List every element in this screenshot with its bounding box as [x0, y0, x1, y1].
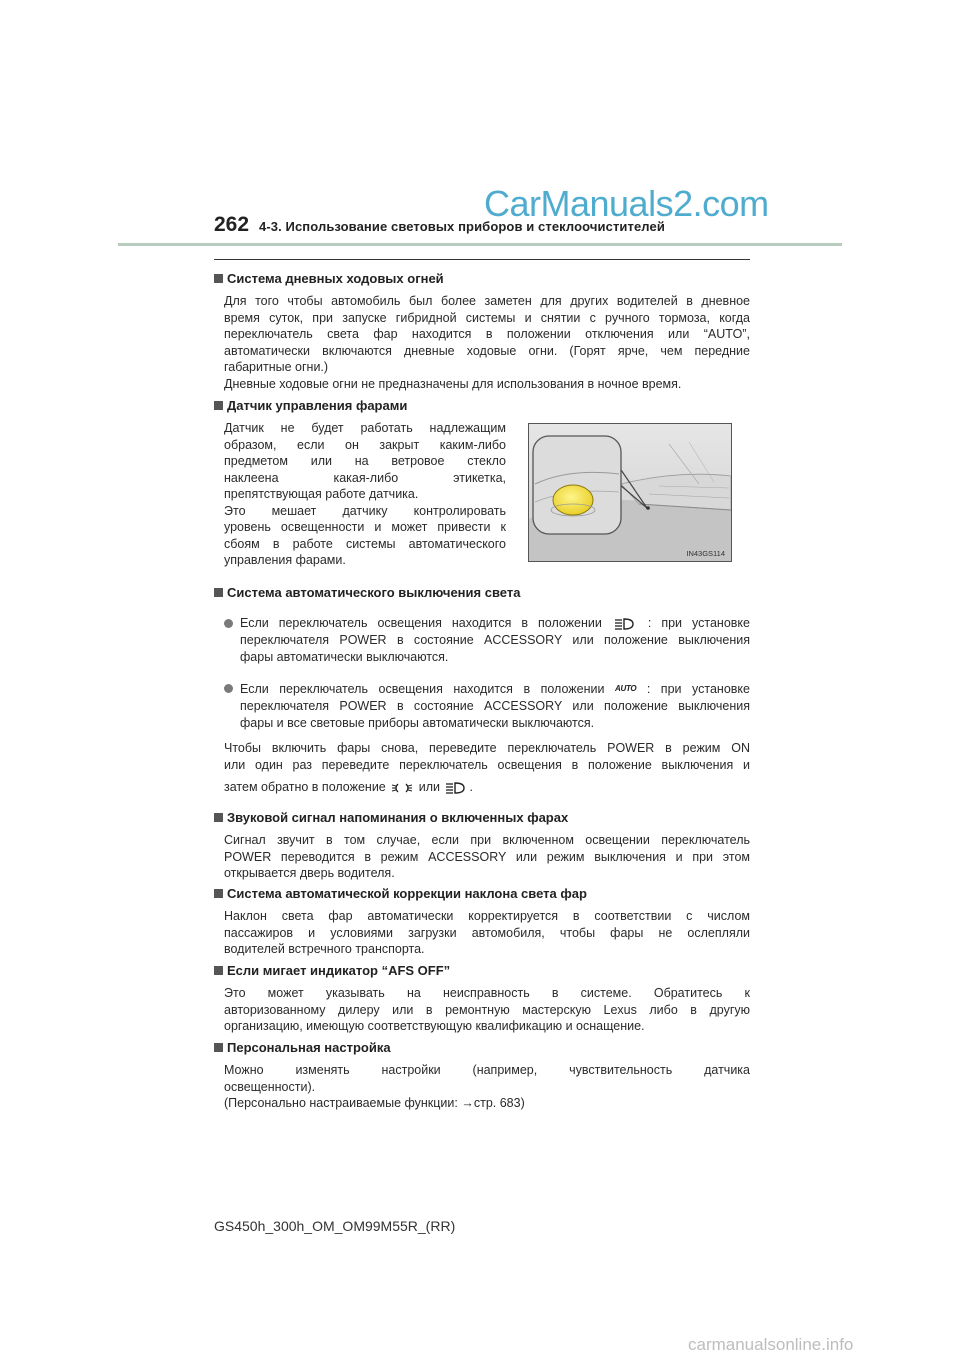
section-body: Можно изменять настройки (например, чувствительность датчика освещенности). (Персонально настраиваемые функции: →стр. 683) — [224, 1063, 750, 1110]
square-bullet-icon — [214, 401, 223, 410]
section-body: Датчик не будет работать надлежащим образом, если он закрыт каким-либо предметом или на ветровое стекло наклеена какая-либо этикетка, препятствующая работе датчика. Это мешает датчику контролировать уровень освещенности и может привести к сбоям в работе системы автоматического управления фарами. — [224, 421, 506, 567]
section-body: Для того чтобы автомобиль был более заметен для других водителей в дневное время суток, при запуске гибридной системы и снятии с ручного тормоза, когда переключатель света фар находится в положении отключения или “AUTO”, автоматически включаются дневные ходовые огни. (Горят ярче, чем передние габаритные огни.) Дневные ходовые огни не предназначены для использования в ночное время. — [224, 294, 750, 391]
section-heading: Система автоматической коррекции наклона света фар — [214, 885, 750, 902]
section-personal — [214, 1039, 750, 1112]
headlight-icon — [445, 781, 467, 795]
section-heading: Система дневных ходовых огней — [214, 270, 750, 287]
watermark-top: CarManuals2.com — [484, 183, 769, 224]
round-bullet-icon — [224, 684, 233, 693]
headlight-icon — [614, 617, 636, 631]
auto-icon: AUTO — [614, 684, 637, 693]
section-body: Сигнал звучит в том случае, если при включенном освещении переключатель POWER переводится в режим ACCESSORY или режим выключения и при этом открывается дверь водителя. — [224, 833, 750, 880]
section-divider — [214, 259, 750, 260]
page-number: 262 — [214, 213, 250, 236]
section-drl — [214, 270, 750, 392]
dashboard-sensor-drawing — [529, 424, 731, 561]
watermark-bottom: carmanualsonline.info — [688, 1335, 854, 1354]
sensor-illustration — [528, 423, 732, 562]
square-bullet-icon — [214, 588, 223, 597]
illustration-code: IN43GS114 — [686, 549, 725, 558]
section-heading: Персональная настройка — [214, 1039, 750, 1056]
section-heading: Если мигает индикатор “AFS OFF” — [214, 962, 750, 979]
section-reminder — [214, 809, 750, 882]
square-bullet-icon — [214, 274, 223, 283]
list-item: Если переключатель освещения находится в положении AUTO : при установке переключателя POWER в состояние ACCESSORY или положение выключения фары и все световые приборы автоматически выключаются. — [224, 680, 750, 732]
section-leveling — [214, 885, 750, 958]
chapter-title: 4-3. Использование световых приборов и стеклоочистителей — [259, 219, 665, 234]
section-heading: Датчик управления фарами — [214, 397, 750, 414]
section-auto-off — [214, 584, 750, 796]
header-rule — [118, 243, 842, 246]
parking-light-icon — [391, 782, 413, 794]
section-heading: Звуковой сигнал напоминания о включенных фарах — [214, 809, 750, 826]
square-bullet-icon — [214, 889, 223, 898]
section-heading: Система автоматического выключения света — [214, 584, 750, 601]
list-item: Если переключатель освещения находится в положении : при установке переключателя POWER в состояние ACCESSORY или положение выключения фары автоматически выключаются. — [224, 615, 750, 666]
section-body: Чтобы включить фары снова, переведите переключатель POWER в режим ON или один раз переведите переключатель освещения в положение выключения и затем обратно в положение или . — [224, 741, 750, 794]
round-bullet-icon — [224, 619, 233, 628]
section-body: Наклон света фар автоматически корректируется в соответствии с числом пассажиров и условиями загрузки автомобиля, чтобы фары не ослепляли водителей встречного транспорта. — [224, 909, 750, 956]
section-afs — [214, 962, 750, 1035]
square-bullet-icon — [214, 1043, 223, 1052]
square-bullet-icon — [214, 813, 223, 822]
footer-model-code: GS450h_300h_OM_OM99M55R_(RR) — [214, 1218, 456, 1234]
section-body: Это может указывать на неисправность в системе. Обратитесь к авторизованному дилеру или в ремонтную мастерскую Lexus либо в другую организацию, имеющую соответствующую квалификацию и оснащение. — [224, 986, 750, 1033]
square-bullet-icon — [214, 966, 223, 975]
